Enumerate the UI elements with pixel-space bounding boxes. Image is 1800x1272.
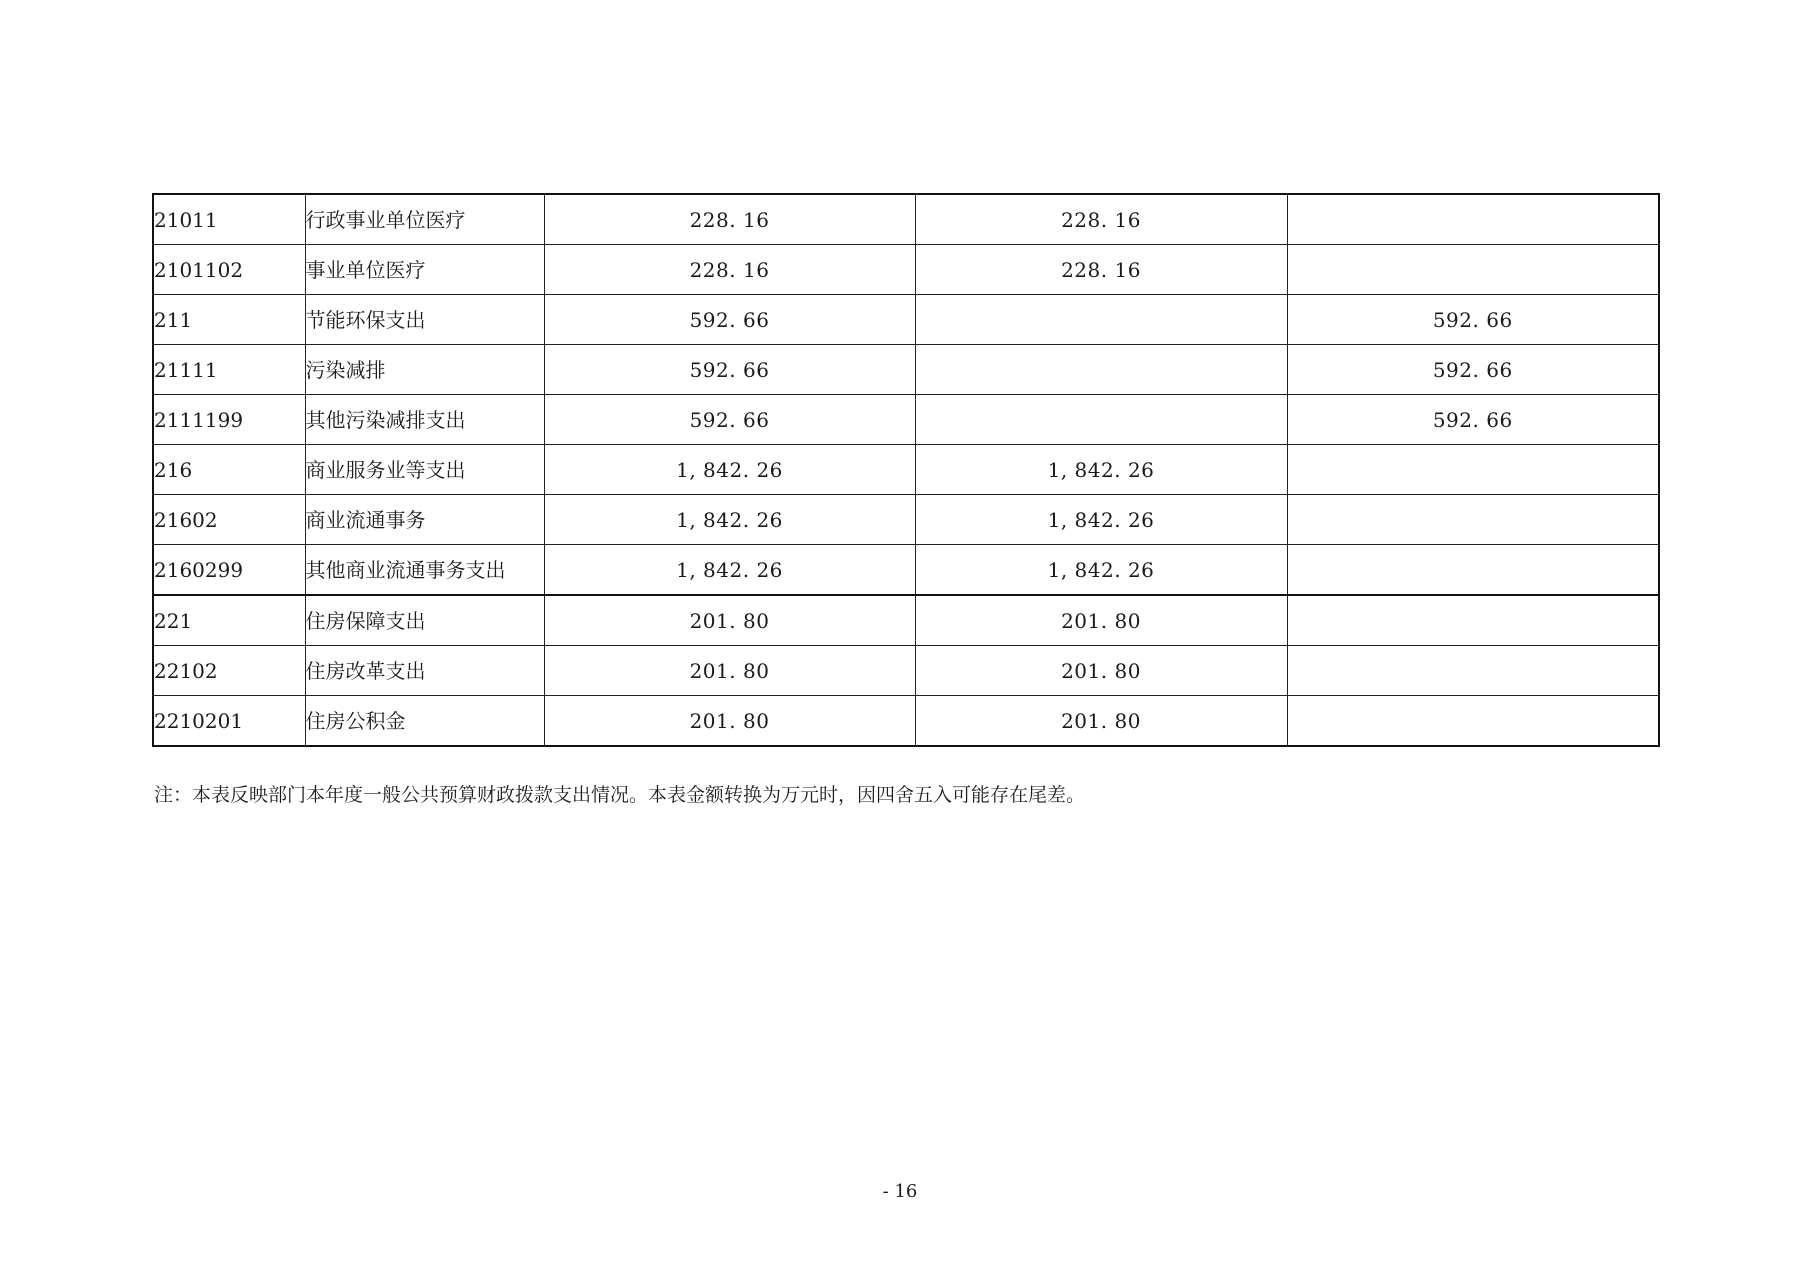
subject-code: 211	[153, 295, 305, 345]
project-amount	[1287, 595, 1659, 646]
subject-code: 22102	[153, 646, 305, 696]
project-amount: 592. 66	[1287, 345, 1659, 395]
table-row	[153, 395, 1659, 445]
table-row	[153, 194, 1659, 245]
subject-code: 21011	[153, 194, 305, 245]
table-row	[153, 646, 1659, 696]
basic-amount: 201. 80	[915, 696, 1287, 747]
basic-amount	[915, 345, 1287, 395]
subject-code: 21111	[153, 345, 305, 395]
table-row	[153, 495, 1659, 545]
subject-name: 住房改革支出	[305, 646, 544, 696]
basic-amount	[915, 295, 1287, 345]
project-amount	[1287, 545, 1659, 596]
subject-code: 2160299	[153, 545, 305, 596]
total-amount: 592. 66	[544, 295, 915, 345]
table-note: 注：本表反映部门本年度一般公共预算财政拨款支出情况。本表金额转换为万元时，因四舍五入可能存在尾差。	[154, 784, 1086, 806]
table-row	[153, 545, 1659, 596]
basic-amount: 228. 16	[915, 194, 1287, 245]
subject-name: 污染减排	[305, 345, 544, 395]
subject-name: 其他污染减排支出	[305, 395, 544, 445]
total-amount: 1, 842. 26	[544, 545, 915, 596]
table-row	[153, 245, 1659, 295]
total-amount: 1, 842. 26	[544, 495, 915, 545]
subject-code: 2111199	[153, 395, 305, 445]
project-amount	[1287, 495, 1659, 545]
project-amount: 592. 66	[1287, 295, 1659, 345]
table-row	[153, 445, 1659, 495]
total-amount: 228. 16	[544, 194, 915, 245]
subject-code: 21602	[153, 495, 305, 545]
subject-name: 住房保障支出	[305, 595, 544, 646]
basic-amount: 201. 80	[915, 646, 1287, 696]
subject-code: 221	[153, 595, 305, 646]
total-amount: 201. 80	[544, 646, 915, 696]
project-amount	[1287, 445, 1659, 495]
basic-amount: 1, 842. 26	[915, 445, 1287, 495]
expenditure-table	[152, 193, 1660, 747]
subject-name: 住房公积金	[305, 696, 544, 747]
basic-amount: 1, 842. 26	[915, 545, 1287, 596]
page-number: - 16	[882, 1181, 918, 1202]
project-amount	[1287, 245, 1659, 295]
project-amount	[1287, 194, 1659, 245]
table-row	[153, 345, 1659, 395]
project-amount: 592. 66	[1287, 395, 1659, 445]
table-row	[153, 295, 1659, 345]
total-amount: 592. 66	[544, 395, 915, 445]
table-row	[153, 595, 1659, 646]
total-amount: 592. 66	[544, 345, 915, 395]
total-amount: 201. 80	[544, 595, 915, 646]
total-amount: 201. 80	[544, 696, 915, 747]
project-amount	[1287, 696, 1659, 747]
subject-code: 2210201	[153, 696, 305, 747]
subject-name: 其他商业流通事务支出	[305, 545, 544, 596]
basic-amount: 228. 16	[915, 245, 1287, 295]
basic-amount: 1, 842. 26	[915, 495, 1287, 545]
basic-amount: 201. 80	[915, 595, 1287, 646]
table-row	[153, 696, 1659, 747]
total-amount: 228. 16	[544, 245, 915, 295]
subject-name: 节能环保支出	[305, 295, 544, 345]
subject-code: 216	[153, 445, 305, 495]
subject-name: 商业流通事务	[305, 495, 544, 545]
subject-name: 事业单位医疗	[305, 245, 544, 295]
subject-name: 商业服务业等支出	[305, 445, 544, 495]
total-amount: 1, 842. 26	[544, 445, 915, 495]
subject-name: 行政事业单位医疗	[305, 194, 544, 245]
subject-code: 2101102	[153, 245, 305, 295]
basic-amount	[915, 395, 1287, 445]
project-amount	[1287, 646, 1659, 696]
